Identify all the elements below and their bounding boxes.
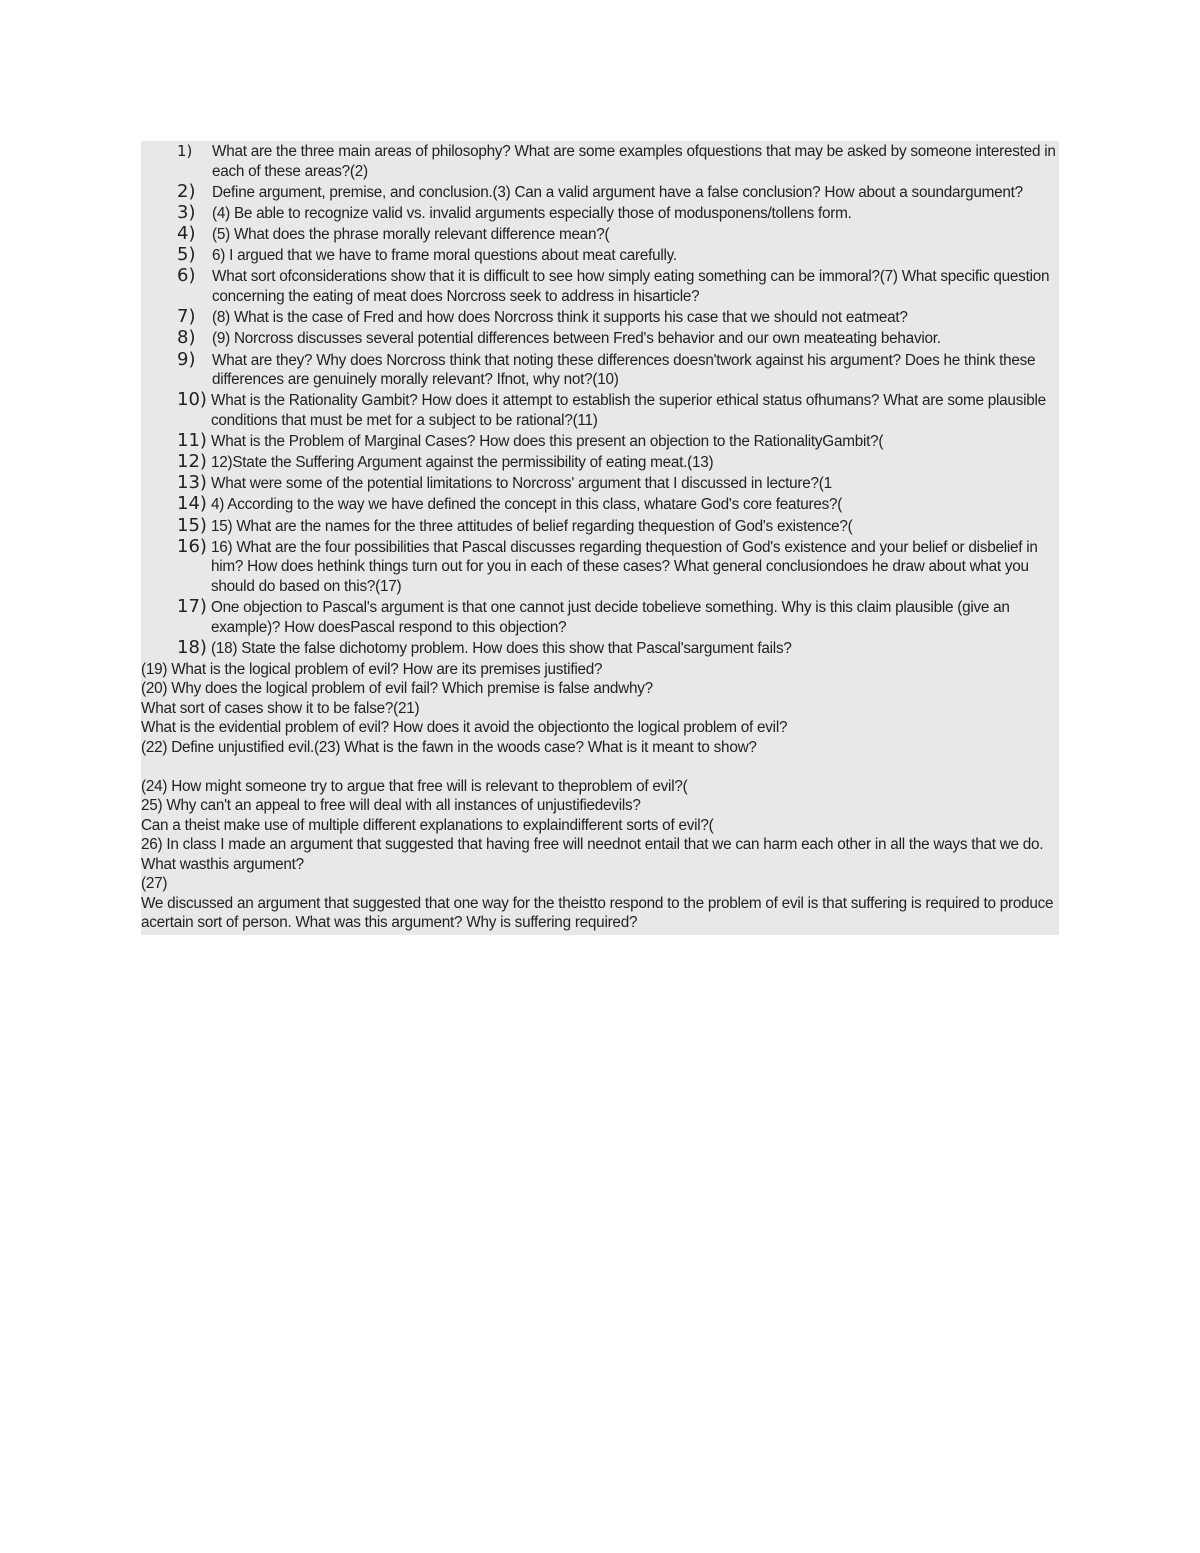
- item-number: 17): [177, 596, 207, 617]
- study-guide-block: [141, 141, 1059, 935]
- item-number: 4): [177, 223, 196, 245]
- list-item: [141, 225, 1059, 245]
- item-number: 8): [177, 327, 196, 349]
- text-line: What sort of cases show it to be false?(21): [141, 699, 420, 717]
- item-text: (4) Be able to recognize valid vs. invalid arguments especially those of modusponens/tollens form.: [212, 204, 852, 222]
- item-text: What is the Problem of Marginal Cases? How does this present an objection to the RationalityGambit?(: [211, 432, 884, 450]
- item-text: What are they? Why does Norcross think that noting these differences doesn'twork against his argument? Does he think these differences are genuinely morally relevant? Ifnot, why not?(10): [212, 351, 1036, 388]
- item-text: (9) Norcross discusses several potential differences between Fred's behavior and our own meateating behavior.: [212, 330, 941, 348]
- text-line: What is the evidential problem of evil? How does it avoid the objectionto the logical problem of evil?: [141, 719, 788, 737]
- item-number: 13): [177, 472, 207, 494]
- text-line: (27): [141, 875, 168, 893]
- item-number: 1): [177, 142, 193, 160]
- list-item: [141, 514, 1059, 537]
- item-text: What sort ofconsiderations show that it is difficult to see how simply eating something can be immoral?(7) What specific question concerning the eating of meat does Norcross seek to address in hisarticle?: [212, 268, 1050, 305]
- item-text: One objection to Pascal's argument is that one cannot just decide tobelieve something. Why is this claim plausible (give an example)? How doesPascal respond to this objection?: [211, 599, 1010, 636]
- text-line: (22) Define unjustified evil.(23) What is the fawn in the woods case? What is it meant to show?: [141, 738, 757, 756]
- list-item: [141, 142, 1059, 181]
- text-line: We discussed an argument that suggested that one way for the theistto respond to the problem of evil is that suffering is required to produce acertain sort of person. What was this argument? Why is suffering required?: [141, 894, 1054, 932]
- list-item: [141, 535, 1059, 597]
- list-item: [141, 201, 1059, 224]
- item-number: 7): [177, 306, 196, 328]
- list-item: [141, 180, 1059, 203]
- text-line: (24) How might someone try to argue that free will is relevant to theproblem of evil?(: [141, 777, 688, 795]
- item-number: 12): [177, 451, 207, 473]
- blank-line: [141, 757, 1057, 777]
- list-item: [141, 495, 1059, 515]
- list-item: [141, 329, 1059, 349]
- item-number: 2): [177, 180, 196, 202]
- item-number: 14): [177, 493, 207, 515]
- list-item: [141, 598, 1059, 637]
- item-text: What are the three main areas of philosophy? What are some examples ofquestions that may be asked by someone interested in each of these areas?(2): [212, 143, 1056, 180]
- item-number: 11): [177, 429, 207, 451]
- text-line: 25) Why can't an appeal to free will deal with all instances of unjustifiedevils?: [141, 797, 641, 815]
- item-number: 9): [177, 348, 196, 370]
- item-text: What is the Rationality Gambit? How does it attempt to establish the superior ethical status ofhumans? What are some plausible conditions that must be met for a subject to be rational?(11): [211, 392, 1046, 429]
- item-text: (8) What is the case of Fred and how does Norcross think it supports his case that we should not eatmeat?: [212, 309, 908, 327]
- list-item: [141, 308, 1059, 328]
- item-text: (5) What does the phrase morally relevant difference mean?(: [212, 226, 610, 244]
- list-item: [141, 246, 1059, 266]
- item-text: 16) What are the four possibilities that Pascal discusses regarding thequestion of God's existence and your belief or disbelief in him? How does hethink things turn out for you in each of these cases? What general conclusiondoes he draw about what you should do based on this?(17): [211, 538, 1038, 595]
- list-item: [141, 429, 1059, 452]
- question-list: [141, 142, 1059, 658]
- item-number: 6): [177, 265, 196, 287]
- item-text: 6) I argued that we have to frame moral questions about meat carefully.: [212, 247, 677, 265]
- item-text: 15) What are the names for the three attitudes of belief regarding thequestion of God's existence?(: [211, 517, 853, 535]
- item-number: 10): [177, 389, 207, 411]
- item-number: 3): [177, 201, 196, 223]
- text-line: 26) In class I made an argument that suggested that having free will neednot entail that we can harm each other in all the ways that we do. What wasthis argument?: [141, 836, 1044, 873]
- item-number: 15): [177, 514, 207, 536]
- item-number: 5): [177, 244, 196, 266]
- list-item: [141, 348, 1059, 390]
- list-item: [141, 267, 1059, 306]
- list-item: [141, 636, 1059, 659]
- list-item: [141, 453, 1059, 473]
- list-item: [141, 474, 1059, 494]
- text-line: (19) What is the logical problem of evil? How are its premises justified?: [141, 660, 603, 678]
- item-text: Define argument, premise, and conclusion.(3) Can a valid argument have a false conclusion? How about a soundargument?: [212, 183, 1023, 201]
- item-number: 18): [177, 636, 207, 658]
- text-line: Can a theist make use of multiple different explanations to explaindifferent sorts of evil?(: [141, 816, 714, 834]
- unnumbered-questions: [141, 660, 1059, 933]
- list-item: [141, 391, 1059, 430]
- item-text: 4) According to the way we have defined the concept in this class, whatare God's core features?(: [211, 496, 843, 514]
- item-text: What were some of the potential limitations to Norcross' argument that I discussed in lecture?(1: [211, 475, 832, 493]
- item-text: (18) State the false dichotomy problem. How does this show that Pascal'sargument fails?: [211, 639, 792, 657]
- text-line: (20) Why does the logical problem of evil fail? Which premise is false andwhy?: [141, 680, 653, 698]
- item-number: 16): [177, 535, 207, 557]
- item-text: 12)State the Suffering Argument against the permissibility of eating meat.(13): [211, 454, 714, 472]
